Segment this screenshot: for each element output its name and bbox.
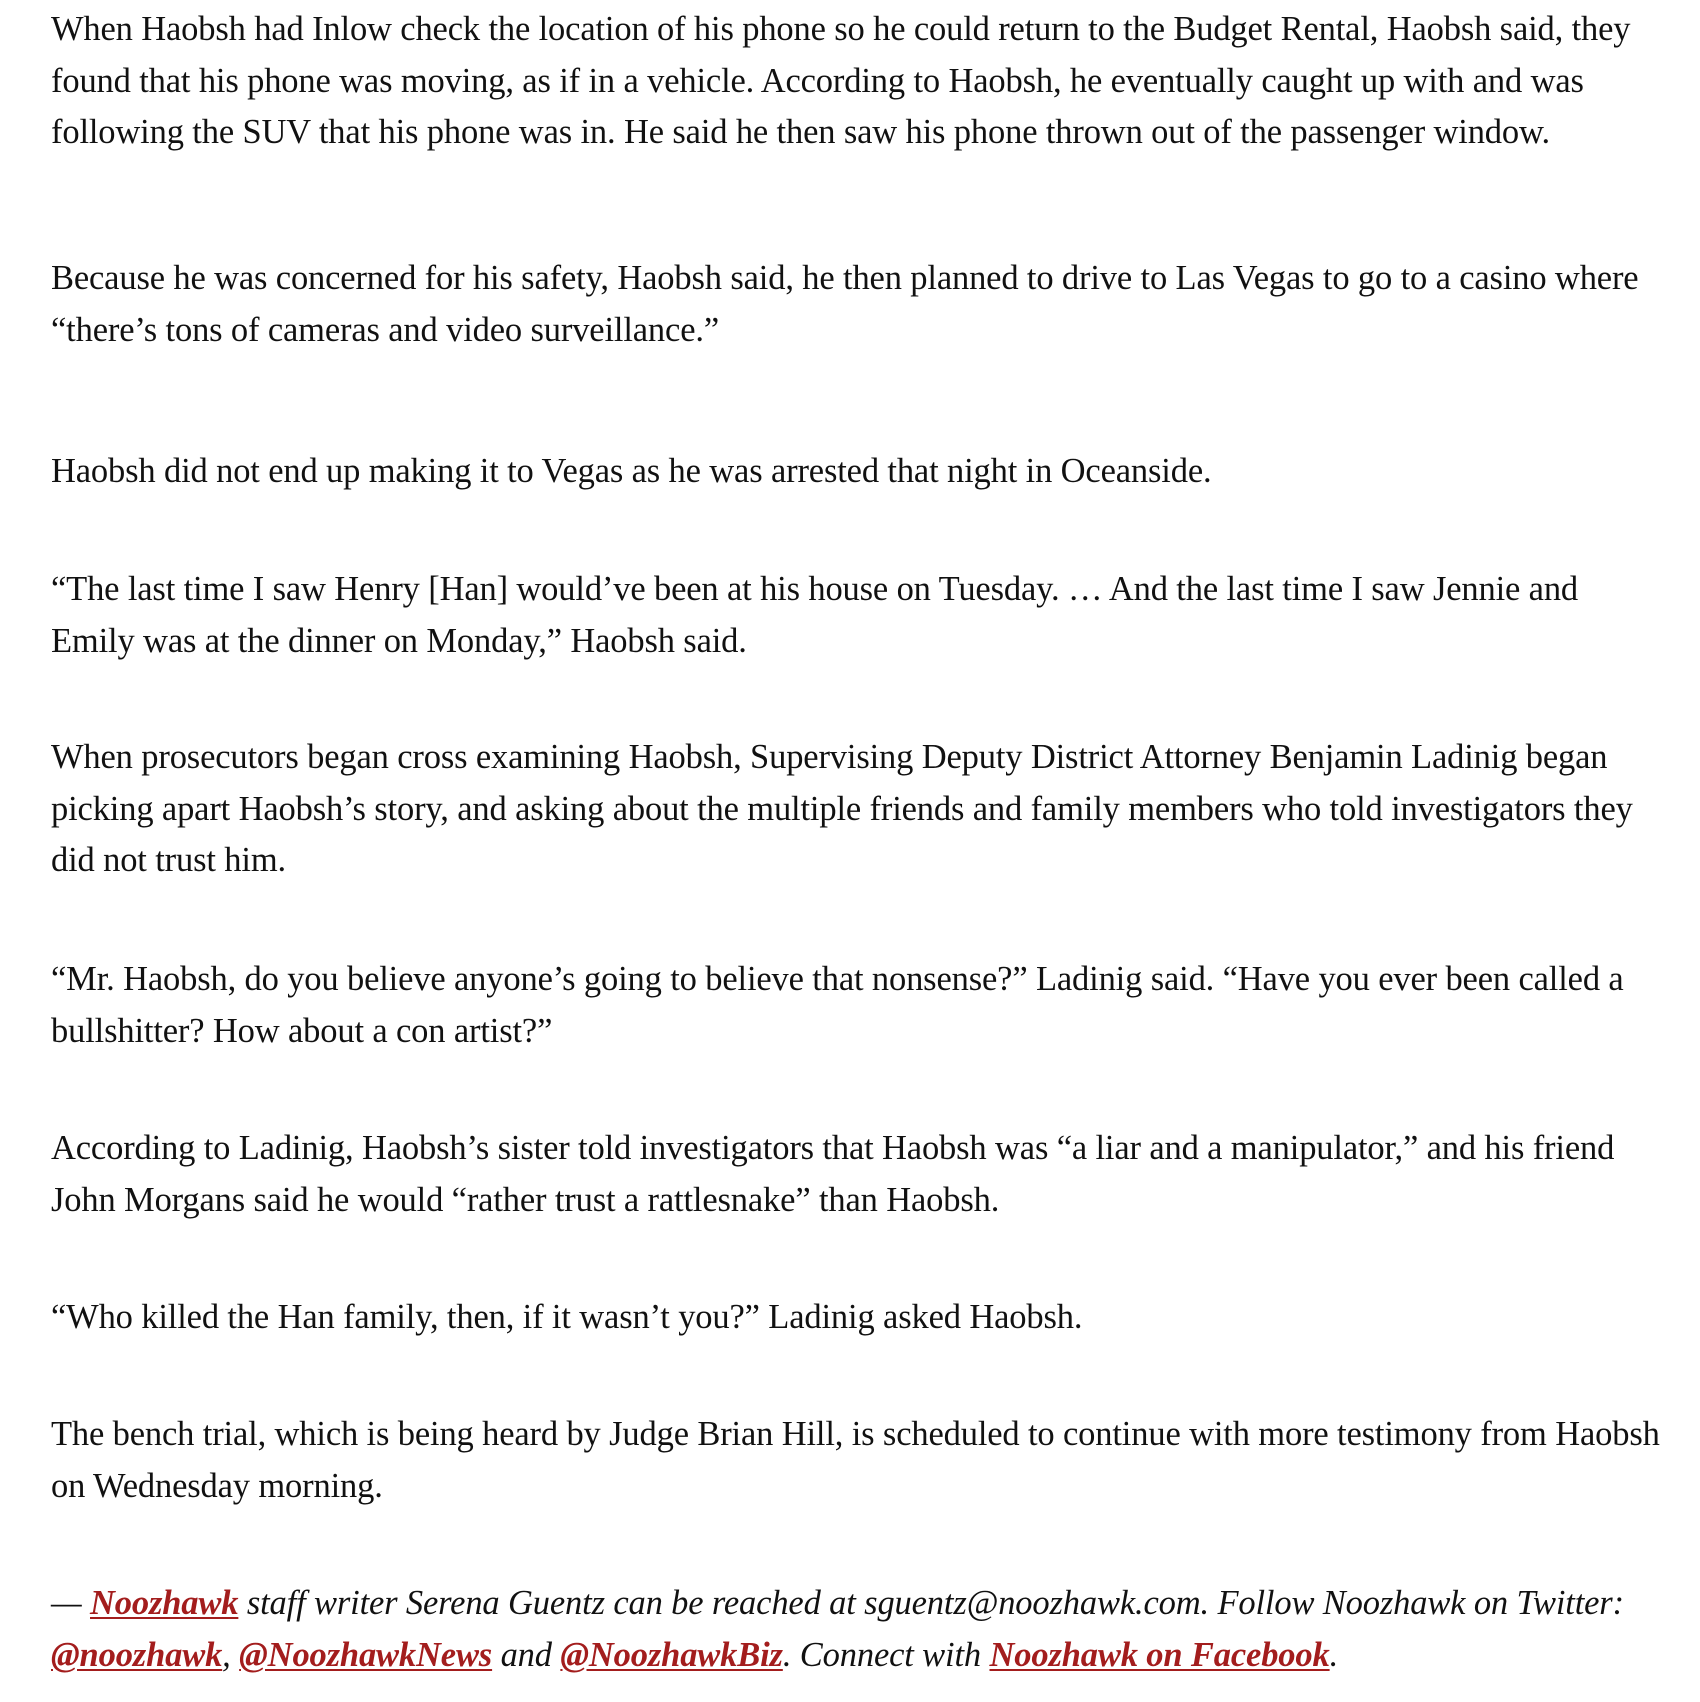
- credit-separator-1: ,: [222, 1635, 240, 1674]
- credit-text-2: . Connect with: [782, 1635, 990, 1674]
- paragraph-bench-trial: The bench trial, which is being heard by Judge Brian Hill, is scheduled to continue with more testimony from Haobsh on Wednesday morning.: [51, 1415, 1660, 1505]
- paragraph-cross-examination: When prosecutors began cross examining Haobsh, Supervising Deputy District Attorney Benjamin Ladinig began picking apart Haobsh’s story, and asking about the multiple friends and family members who told investigators they did not trust him.: [51, 738, 1633, 879]
- paragraph-ladinig-quote: “Mr. Haobsh, do you believe anyone’s going to believe that nonsense?” Ladinig said. “Have you ever been called a bullshitter? How about a con artist?”: [51, 960, 1624, 1050]
- credit-text-1: staff writer Serena Guentz can be reached at sguentz@noozhawk.com. Follow Noozhawk on Twitter:: [238, 1584, 1624, 1622]
- credit-end: .: [1329, 1635, 1339, 1674]
- twitter-noozhawknews-link[interactable]: @NoozhawkNews: [239, 1635, 493, 1674]
- paragraph-sister-testimony: According to Ladinig, Haobsh’s sister told investigators that Haobsh was “a liar and a manipulator,” and his friend John Morgans said he would “rather trust a rattlesnake” than Haobsh.: [51, 1129, 1615, 1219]
- author-credit: [51, 1578, 1661, 1681]
- twitter-noozhawk-link[interactable]: @noozhawk: [51, 1635, 223, 1674]
- paragraph-arrest: Haobsh did not end up making it to Vegas as he was arrested that night in Oceanside.: [51, 452, 1212, 490]
- credit-dash: —: [51, 1584, 91, 1622]
- noozhawk-link[interactable]: Noozhawk: [90, 1584, 239, 1622]
- twitter-noozhawkbiz-link[interactable]: @NoozhawkBiz: [560, 1635, 783, 1674]
- paragraph-who-killed-quote: “Who killed the Han family, then, if it wasn’t you?” Ladinig asked Haobsh.: [51, 1298, 1083, 1336]
- paragraph-phone-tracking: When Haobsh had Inlow check the location of his phone so he could return to the Budget Rental, Haobsh said, they found that his phone was moving, as if in a vehicle. According to Haobsh, he eventually caught up with and was following the SUV that his phone was in. He said he then saw his phone thrown out of the passenger window.: [51, 10, 1631, 151]
- paragraph-last-seen-quote: “The last time I saw Henry [Han] would’ve been at his house on Tuesday. … And the last time I saw Jennie and Emily was at the dinner on Monday,” Haobsh said.: [51, 570, 1579, 660]
- facebook-link[interactable]: Noozhawk on Facebook: [989, 1635, 1330, 1674]
- paragraph-safety-concern: Because he was concerned for his safety, Haobsh said, he then planned to drive to Las Vegas to go to a casino where “there’s tons of cameras and video surveillance.”: [51, 259, 1639, 349]
- credit-separator-2: and: [492, 1635, 561, 1674]
